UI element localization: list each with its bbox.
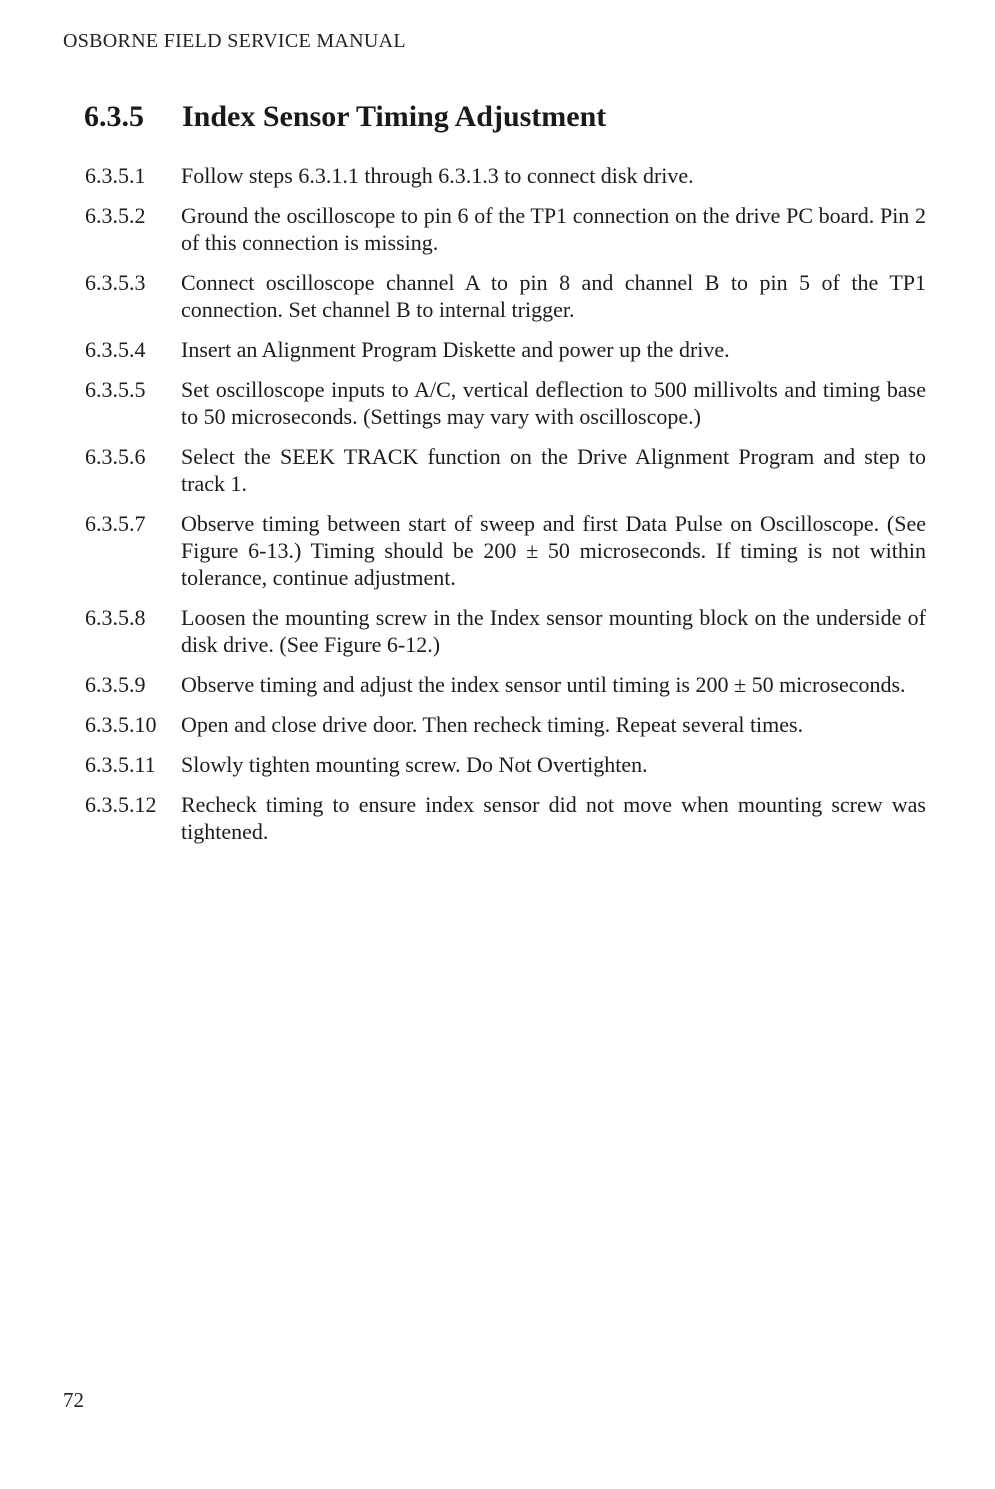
- step-text: Recheck timing to ensure index sensor did not move when mounting screw was tightened.: [181, 792, 926, 844]
- step-item: [56, 711, 926, 738]
- step-item: [56, 751, 926, 778]
- step-number: 6.3.5.10: [85, 712, 157, 737]
- step-number: 6.3.5.2: [85, 203, 146, 228]
- step-number: 6.3.5.1: [85, 163, 146, 188]
- step-number: 6.3.5.12: [85, 792, 157, 817]
- running-header: OSBORNE FIELD SERVICE MANUAL: [63, 30, 406, 52]
- step-item: [56, 671, 926, 698]
- step-item: [56, 336, 926, 363]
- step-text: Observe timing between start of sweep and first Data Pulse on Oscilloscope. (See Figure 6-13.) Timing should be 200 ± 50 microseconds. If timing is not within tolerance, continue adjustment.: [181, 511, 926, 590]
- step-number: 6.3.5.9: [85, 672, 146, 697]
- section-number: 6.3.5: [84, 100, 144, 133]
- step-number: 6.3.5.4: [85, 337, 146, 362]
- step-item: [56, 376, 926, 430]
- step-item: [56, 269, 926, 323]
- step-item: [56, 604, 926, 658]
- step-number: 6.3.5.8: [85, 605, 146, 630]
- step-text: Open and close drive door. Then recheck timing. Repeat several times.: [181, 712, 804, 737]
- step-number: 6.3.5.6: [85, 444, 146, 469]
- section-title: Index Sensor Timing Adjustment: [182, 100, 607, 133]
- step-text: Observe timing and adjust the index sensor until timing is 200 ± 50 microseconds.: [181, 672, 906, 697]
- step-item: [56, 443, 926, 497]
- procedure-steps: [56, 162, 926, 858]
- step-text: Ground the oscilloscope to pin 6 of the TP1 connection on the drive PC board. Pin 2 of this connection is missing.: [181, 203, 926, 255]
- step-text: Connect oscilloscope channel A to pin 8 and channel B to pin 5 of the TP1 connection. Set channel B to internal trigger.: [181, 270, 926, 322]
- step-number: 6.3.5.5: [85, 377, 146, 402]
- step-text: Slowly tighten mounting screw. Do Not Overtighten.: [181, 752, 648, 777]
- step-item: [56, 791, 926, 845]
- section-heading: [84, 100, 606, 134]
- step-text: Loosen the mounting screw in the Index sensor mounting block on the underside of disk drive. (See Figure 6-12.): [181, 605, 926, 657]
- step-number: 6.3.5.11: [85, 752, 156, 777]
- step-number: 6.3.5.7: [85, 511, 146, 536]
- step-number: 6.3.5.3: [85, 270, 146, 295]
- step-text: Follow steps 6.3.1.1 through 6.3.1.3 to connect disk drive.: [181, 163, 694, 188]
- step-text: Select the SEEK TRACK function on the Drive Alignment Program and step to track 1.: [181, 444, 926, 496]
- step-text: Insert an Alignment Program Diskette and power up the drive.: [181, 337, 730, 362]
- step-item: [56, 162, 926, 189]
- step-item: [56, 202, 926, 256]
- step-text: Set oscilloscope inputs to A/C, vertical deflection to 500 millivolts and timing base to 50 microseconds. (Settings may vary with oscilloscope.): [181, 377, 926, 429]
- step-item: [56, 510, 926, 591]
- page-number: 72: [63, 1388, 84, 1412]
